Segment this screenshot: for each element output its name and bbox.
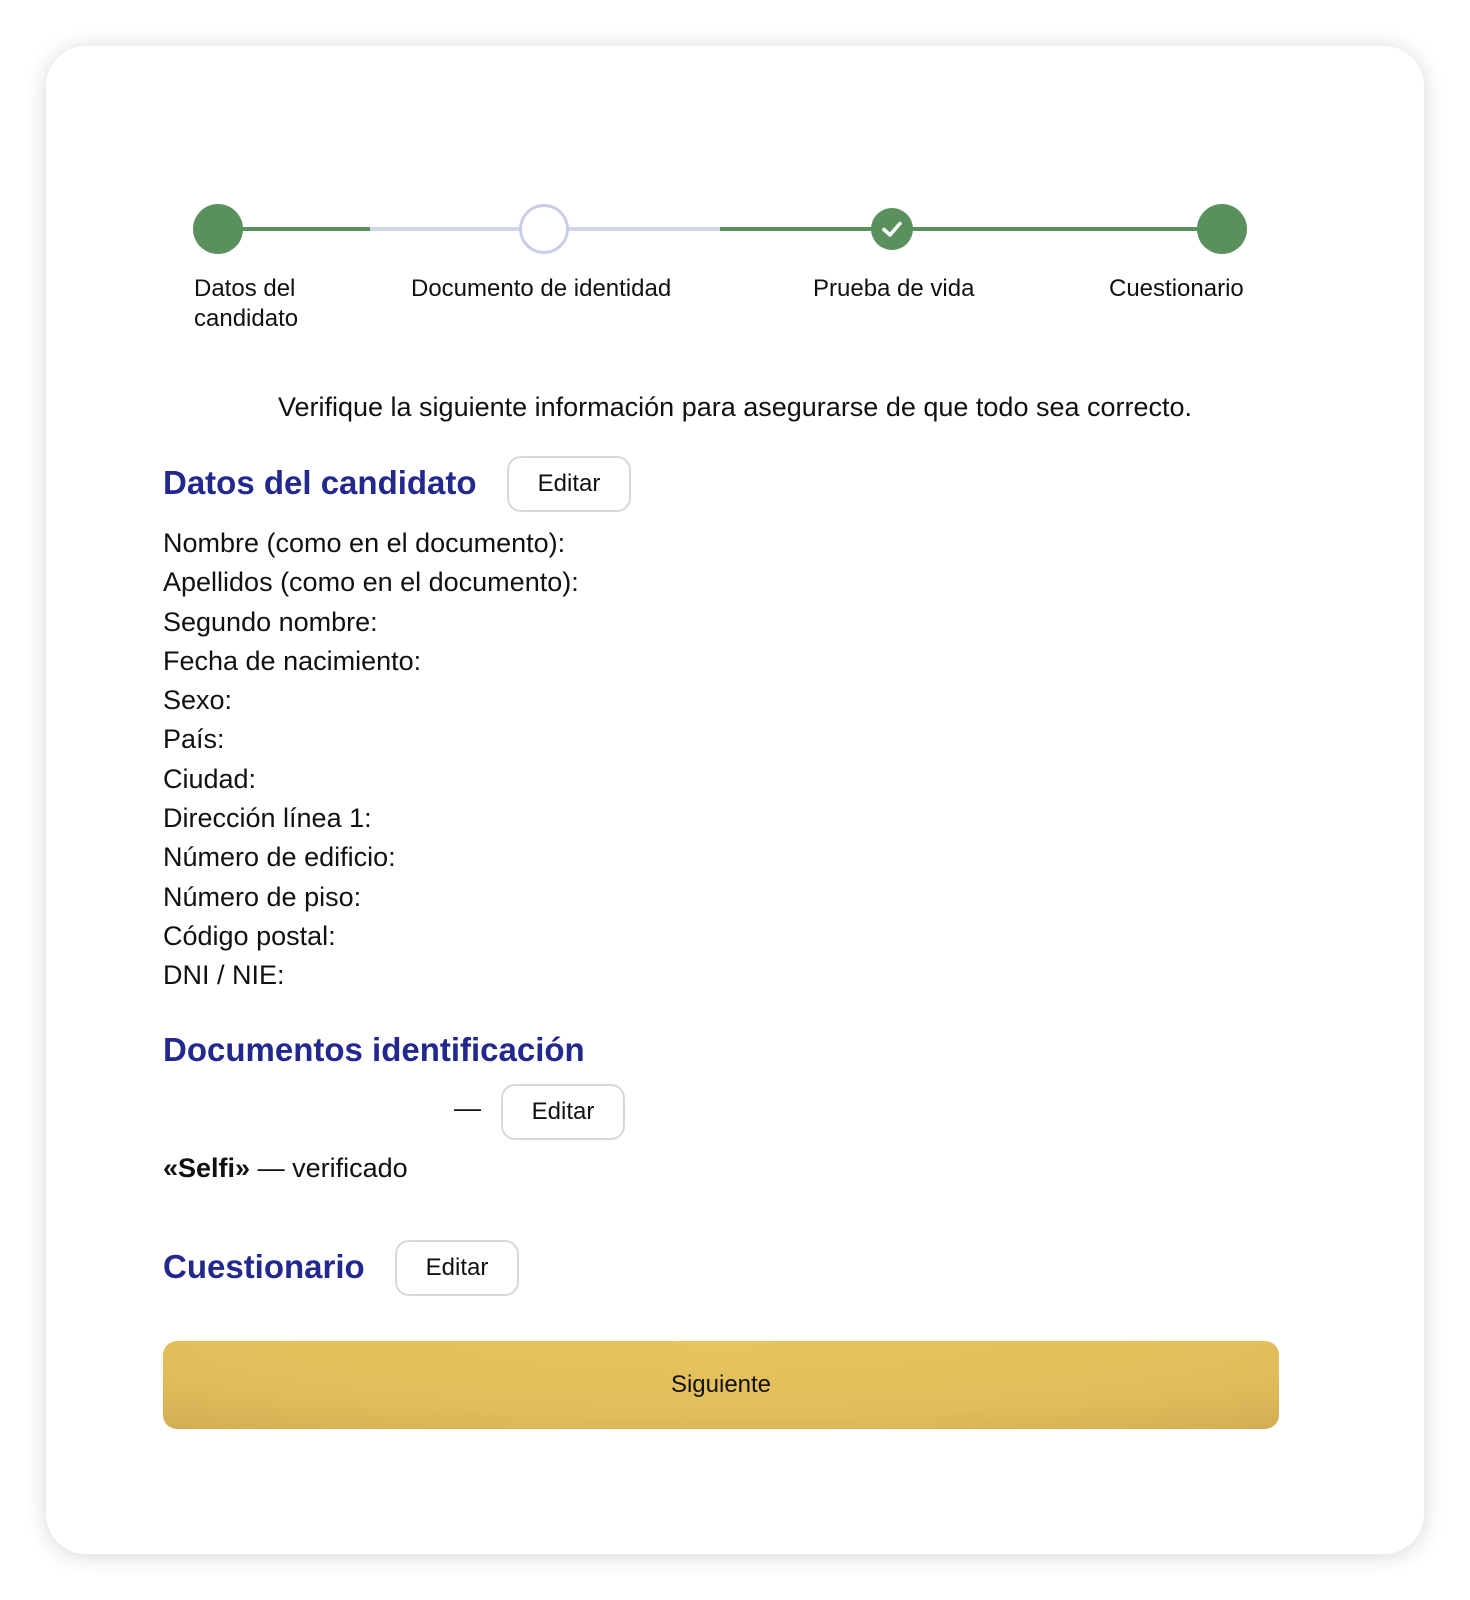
field-direccion: Dirección línea 1: (163, 803, 372, 834)
field-pais: País: (163, 724, 225, 755)
step-2-indicator (519, 204, 569, 254)
step-3-label: Prueba de vida (813, 275, 975, 302)
step-1-label: Datos del candidato (194, 275, 299, 332)
step-1-indicator (193, 204, 243, 254)
checkmark-icon (880, 217, 904, 241)
field-ciudad: Ciudad: (163, 763, 257, 794)
candidate-section-title: Datos del candidato (163, 464, 477, 501)
documents-section-title: Documentos identificación (163, 1031, 585, 1068)
field-nombre: Nombre (como en el documento): (163, 528, 566, 558)
next-button[interactable]: Siguiente (163, 1341, 1279, 1429)
field-numero-piso: Número de piso: (163, 881, 362, 912)
candidate-fields-list (163, 524, 579, 996)
progress-stepper (46, 46, 1424, 386)
step-2-label: Documento de identidad (411, 275, 672, 302)
field-fecha-nacimiento: Fecha de nacimiento: (163, 645, 422, 676)
field-segundo-nombre: Segundo nombre: (163, 606, 378, 637)
questionnaire-section-title: Cuestionario (163, 1248, 365, 1285)
field-apellidos: Apellidos (como en el documento): (163, 567, 579, 598)
edit-documents-button[interactable]: Editar (501, 1084, 625, 1140)
intro-text: Verifique la siguiente información para asegurarse de que todo sea correcto. (277, 392, 1193, 422)
selfie-verified-text: — verificado (257, 1153, 408, 1183)
step-4-indicator (1197, 204, 1247, 254)
field-dni-nie: DNI / NIE: (163, 960, 285, 991)
field-numero-edificio: Número de edificio: (163, 842, 396, 873)
step-3-indicator (871, 208, 913, 250)
stepper-connector-3 (720, 227, 1226, 231)
review-card (46, 46, 1424, 1554)
document-status-dash: — (454, 1093, 481, 1123)
field-sexo: Sexo: (163, 685, 233, 716)
selfie-status (163, 1153, 408, 1184)
selfie-name: «Selfi» (163, 1153, 251, 1183)
step-4-label: Cuestionario (1109, 275, 1244, 302)
edit-questionnaire-button[interactable]: Editar (395, 1240, 519, 1296)
field-codigo-postal: Código postal: (163, 920, 336, 951)
edit-candidate-button[interactable]: Editar (507, 456, 631, 512)
